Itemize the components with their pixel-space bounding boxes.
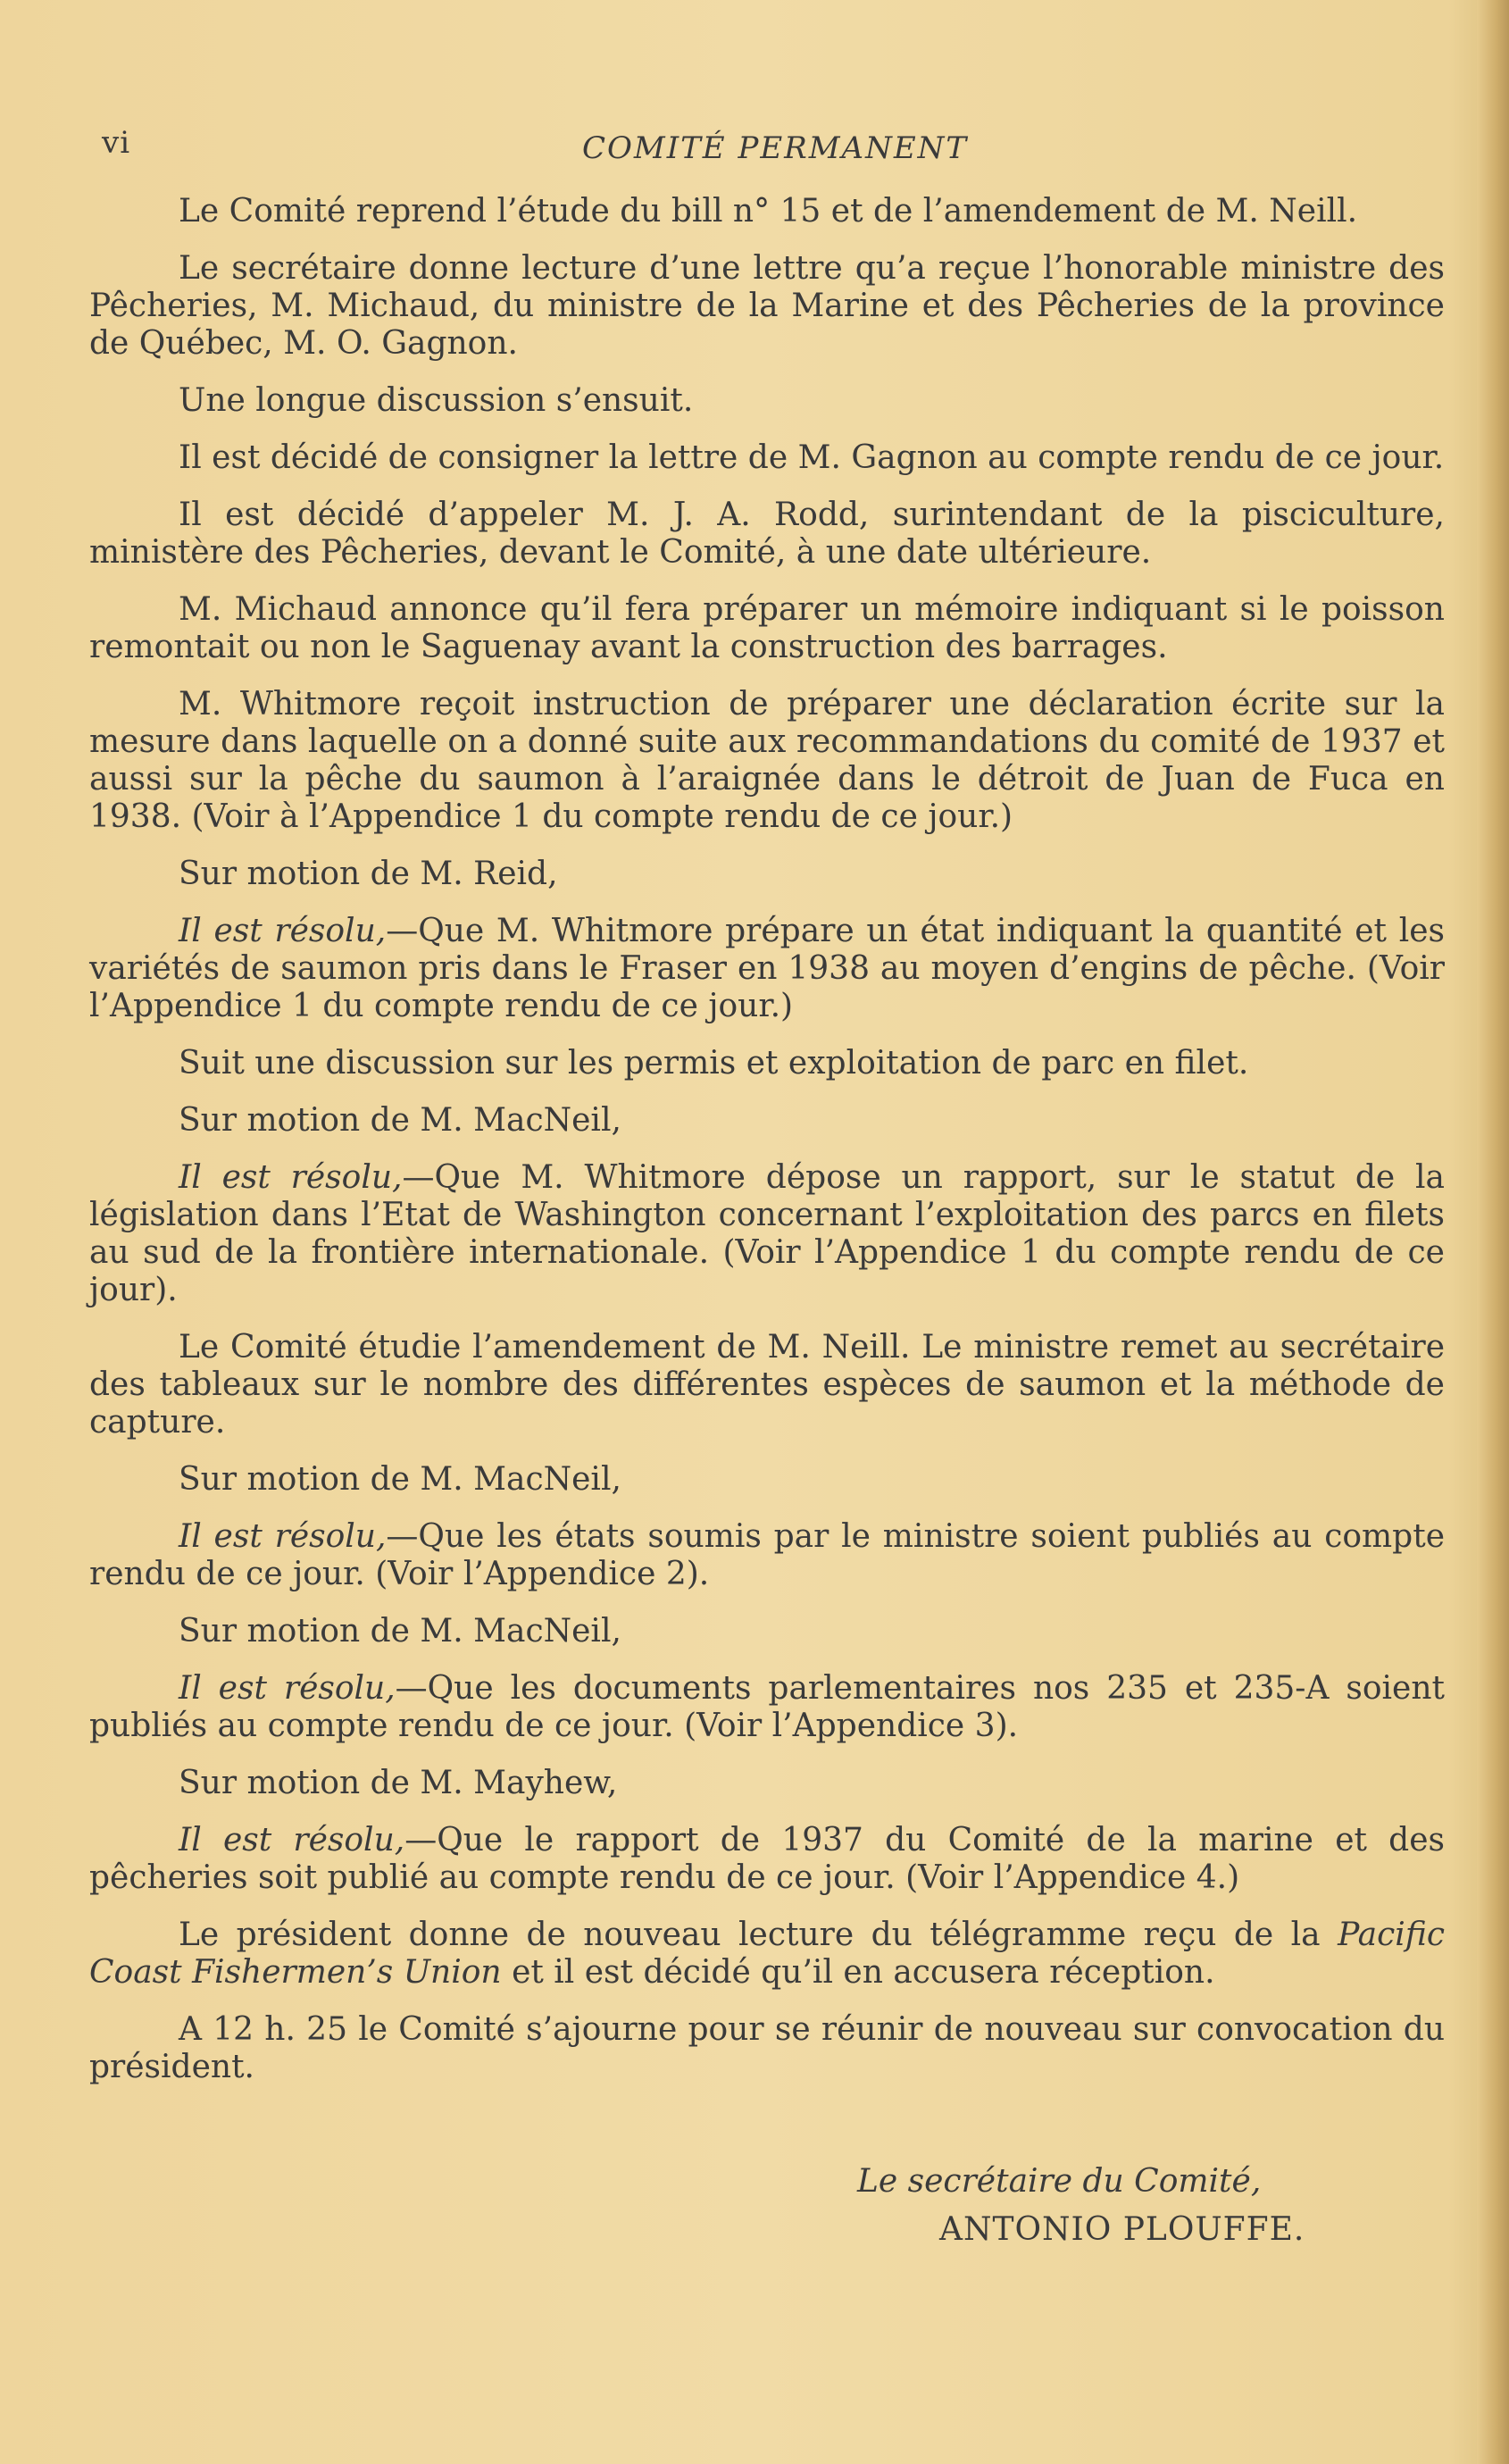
motion-line: Sur motion de M. MacNeil, (179, 1102, 621, 1139)
motion-line: Sur motion de M. MacNeil, (179, 1461, 621, 1498)
running-title: COMITÉ PERMANENT (582, 130, 969, 166)
resolved-phrase: Il est résolu, (179, 1822, 405, 1858)
paragraph: Le président donne de nouveau lecture du télégramme reçu de la Pacific Coast Fishermen’s Union et il est décidé qu’il en accusera réception. (89, 1917, 1445, 1991)
resolution: Il est résolu,—Que les états soumis par le ministre soient publiés au compte rendu de ce jour. (Voir l’Appendice 2). (89, 1518, 1446, 1592)
resolution: Il est résolu,—Que le rapport de 1937 du Comité de la marine et des pêcheries soit publié au compte rendu de ce jour. (Voir l’Appendice 4.) (89, 1822, 1445, 1896)
resolved-phrase: Il est résolu, (179, 1518, 387, 1555)
union-name: Pacific Coast Fishermen’s Union (89, 1917, 1445, 1991)
resolution: Il est résolu,—Que M. Whitmore dépose un rapport, sur le statut de la législation dans l’Etat de Washington concernant l’exploitation des parcs en filets au sud de la frontière internationale. (Voir l’Appendice 1 du compte rendu de ce jour). (89, 1159, 1445, 1308)
motion-line: Sur motion de M. Reid, (179, 856, 558, 892)
signature-block (857, 2158, 1305, 2254)
minutes-body (89, 193, 1445, 2106)
paragraph: A 12 h. 25 le Comité s’ajourne pour se réunir de nouveau sur convocation du président. (89, 2011, 1445, 2085)
paragraph: Le Comité reprend l’étude du bill n° 15 et de l’amendement de M. Neill. (179, 193, 1358, 230)
signature-name: ANTONIO PLOUFFE. (939, 2211, 1305, 2248)
resolved-phrase: Il est résolu, (179, 1670, 396, 1707)
motion-line: Sur motion de M. MacNeil, (179, 1613, 621, 1650)
signature-title: Le secrétaire du Comité, (857, 2163, 1262, 2200)
paragraph: M. Michaud annonce qu’il fera préparer un mémoire indiquant si le poisson remontait ou non le Saguenay avant la construction des barrages. (89, 591, 1445, 665)
paragraph: Une longue discussion s’ensuit. (179, 382, 694, 419)
resolution: Il est résolu,—Que M. Whitmore prépare un état indiquant la quantité et les variétés de saumon pris dans le Fraser en 1938 au moyen d’engins de pêche. (Voir l’Appendice 1 du compte rendu de ce jour.) (89, 913, 1445, 1024)
page-number: vi (102, 125, 131, 161)
paragraph: Le Comité étudie l’amendement de M. Neill. Le ministre remet au secrétaire des tableaux sur le nombre des différentes espèces de saumon et la méthode de capture. (89, 1329, 1445, 1441)
paragraph: Suit une discussion sur les permis et exploitation de parc en filet. (179, 1045, 1249, 1082)
resolution: Il est résolu,—Que les documents parlementaires nos 235 et 235-A soient publiés au compte rendu de ce jour. (Voir l’Appendice 3). (89, 1670, 1446, 1744)
resolved-phrase: Il est résolu, (179, 1159, 403, 1196)
motion-line: Sur motion de M. Mayhew, (179, 1765, 618, 1801)
paragraph: Le secrétaire donne lecture d’une lettre qu’a reçue l’honorable ministre des Pêcheries, M. Michaud, du ministre de la Marine et des Pêcheries de la province de Québec, M. O. Gagnon. (89, 250, 1445, 362)
paragraph: M. Whitmore reçoit instruction de préparer une déclaration écrite sur la mesure dans laquelle on a donné suite aux recommandations du comité de 1937 et aussi sur la pêche du saumon à l’araignée dans le détroit de Juan de Fuca en 1938. (Voir à l’Appendice 1 du compte rendu de ce jour.) (89, 686, 1445, 835)
page-edge (1477, 0, 1509, 2464)
paragraph: Il est décidé d’appeler M. J. A. Rodd, surintendant de la pisciculture, ministère des Pêcheries, devant le Comité, à une date ultérieure. (89, 497, 1445, 571)
paragraph: Il est décidé de consigner la lettre de M. Gagnon au compte rendu de ce jour. (179, 439, 1445, 476)
resolved-phrase: Il est résolu, (179, 913, 387, 949)
